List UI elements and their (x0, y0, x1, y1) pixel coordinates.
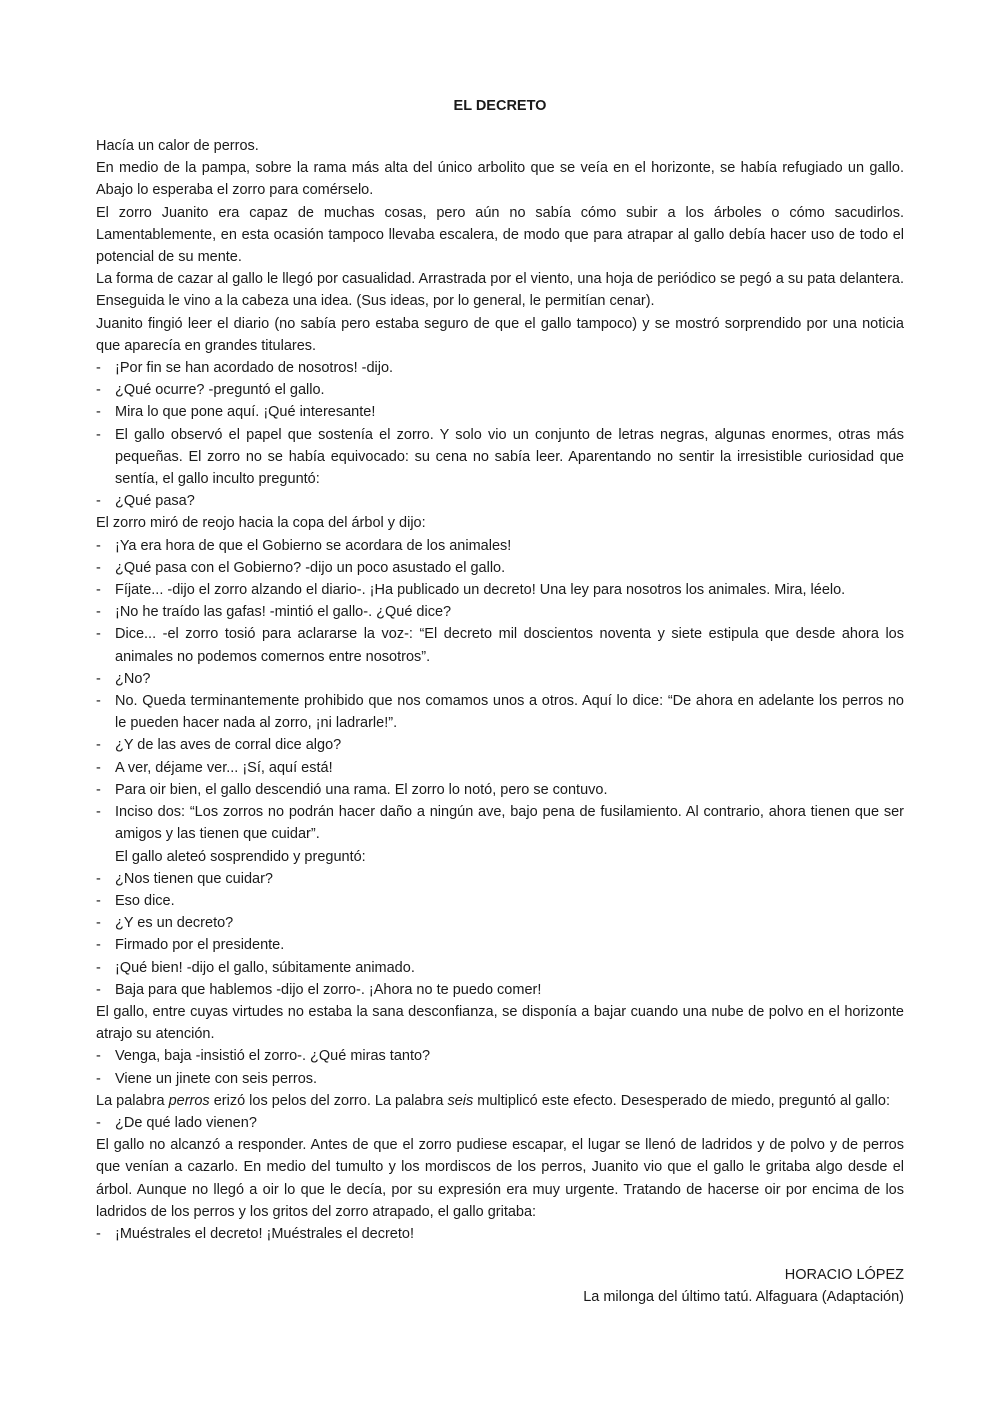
dialogue-line: - ¿Qué ocurre? -preguntó el gallo. (96, 379, 904, 401)
author-name: HORACIO LÓPEZ (784, 1267, 904, 1283)
dialogue-line: - ¡Muéstrales el decreto! ¡Muéstrales el decreto! (96, 1223, 904, 1245)
paragraph: Juanito fingió leer el diario (no sabía pero estaba seguro de que el gallo tampoco) y se mostró sorprendido por una noticia que aparecía en grandes titulares. (96, 315, 904, 354)
dialogue-line: - ¡Por fin se han acordado de nosotros! -dijo. (96, 357, 904, 379)
paragraph: La forma de cazar al gallo le llegó por casualidad. Arrastrada por el viento, una hoja de periódico se pegó a su pata delantera. Enseguida le vino a la cabeza una idea. (Sus ideas, por lo general, le permitían cenar). (96, 271, 904, 310)
text-run: erizó los pelos del zorro. La palabra (209, 1092, 448, 1109)
dialogue-line: - Venga, baja -insistió el zorro-. ¿Qué miras tanto? (96, 1045, 904, 1067)
dialogue-line: - ¡Qué bien! -dijo el gallo, súbitamente animado. (96, 957, 904, 979)
paragraph: El zorro Juanito era capaz de muchas cosas, pero aún no sabía cómo subir a los árboles o cómo sacudirlos. Lamentablemente, en esta ocasión tampoco llevaba escalera, de modo que para atrapar al gallo debía hacer uso de todo el potencial de su mente. (96, 204, 904, 266)
paragraph (96, 1090, 904, 1112)
emphasis: perros (168, 1092, 210, 1109)
dialogue-line: - ¡Ya era hora de que el Gobierno se acordara de los animales! (96, 535, 904, 557)
text-run: multiplicó este efecto. Desesperado de miedo, preguntó al gallo: (473, 1092, 890, 1109)
dialogue-line: - Baja para que hablemos -dijo el zorro-. ¡Ahora no te puedo comer! (96, 979, 904, 1001)
dialogue-line: - Mira lo que pone aquí. ¡Qué interesante! (96, 401, 904, 423)
paragraph: El zorro miró de reojo hacia la copa del árbol y dijo: (96, 515, 426, 532)
signature-block (404, 1264, 904, 1308)
dialogue-line: - ¿Qué pasa con el Gobierno? -dijo un poco asustado el gallo. (96, 557, 904, 579)
source-citation: La milonga del último tatú. Alfaguara (Adaptación) (583, 1289, 904, 1306)
dialogue-line: - No. Queda terminantemente prohibido que nos comamos unos a otros. Aquí lo dice: “De ahora en adelante los perros no le pueden hacer nada al zorro, ¡ni ladrarle!”. (96, 690, 904, 734)
dialogue-line: - ¿Y es un decreto? (96, 912, 904, 934)
dialogue-line: - Firmado por el presidente. (96, 934, 904, 956)
paragraph: Hacía un calor de perros. (96, 138, 259, 154)
paragraph: El gallo, entre cuyas virtudes no estaba la sana desconfianza, se disponía a bajar cuando una nube de polvo en el horizonte atrajo su atención. (96, 1003, 904, 1043)
dialogue-line: - Inciso dos: “Los zorros no podrán hacer daño a ningún ave, bajo pena de fusilamiento. Al contrario, ahora tienen que ser amigos y las tienen que cuidar”. (96, 801, 904, 845)
dialogue-line: - ¡No he traído las gafas! -mintió el gallo-. ¿Qué dice? (96, 601, 904, 623)
dialogue-line: - A ver, déjame ver... ¡Sí, aquí está! (96, 757, 904, 779)
dialogue-line: - ¿Y de las aves de corral dice algo? (96, 734, 904, 756)
emphasis: seis (447, 1092, 474, 1109)
text-run: La palabra (96, 1092, 169, 1109)
dialogue-line: - Dice... -el zorro tosió para aclararse la voz-: “El decreto mil doscientos noventa y siete estipula que desde ahora los animales no podemos comernos entre nosotros”. (96, 623, 904, 667)
dialogue-line: - ¿No? (96, 668, 904, 690)
paragraph: El gallo no alcanzó a responder. Antes de que el zorro pudiese escapar, el lugar se llenó de ladridos y de polvo y de perros que venían a cazarlo. En medio del tumulto y los mordiscos de los perros, Juanito vio que el gallo le gritaba algo desde el árbol. Aunque no llegó a oir lo que le decía, por su expresión era muy urgente. Tratando de hacerse oir por encima de los ladridos de los perros y los gritos del zorro atrapado, el gallo gritaba: (96, 1137, 904, 1220)
paragraph: En medio de la pampa, sobre la rama más alta del único arbolito que se veía en el horizonte, se había refugiado un gallo. Abajo lo esperaba el zorro para comérselo. (96, 160, 904, 199)
dialogue-line: - Para oir bien, el gallo descendió una rama. El zorro lo notó, pero se contuvo. (96, 779, 904, 801)
dialogue-line: - ¿De qué lado vienen? (96, 1112, 904, 1134)
dialogue-line: - Eso dice. (96, 890, 904, 912)
document-title: EL DECRETO (453, 98, 547, 114)
indented-line: El gallo aleteó sosprendido y preguntó: (115, 848, 366, 865)
dialogue-line: - Viene un jinete con seis perros. (96, 1068, 904, 1090)
dialogue-line: - El gallo observó el papel que sostenía el zorro. Y solo vio un conjunto de letras negras, algunas enormes, otras más pequeñas. El zorro no se había equivocado: su cena no sabía leer. Aparentando no sentir la irresistible curiosidad que sentía, el gallo inculto preguntó: (96, 424, 904, 491)
dialogue-line: - Fíjate... -dijo el zorro alzando el diario-. ¡Ha publicado un decreto! Una ley para nosotros los animales. Mira, léelo. (96, 579, 904, 601)
dialogue-line: - ¿Qué pasa? (96, 490, 904, 512)
dialogue-line: - ¿Nos tienen que cuidar? (96, 868, 904, 890)
story-body (96, 135, 904, 1245)
